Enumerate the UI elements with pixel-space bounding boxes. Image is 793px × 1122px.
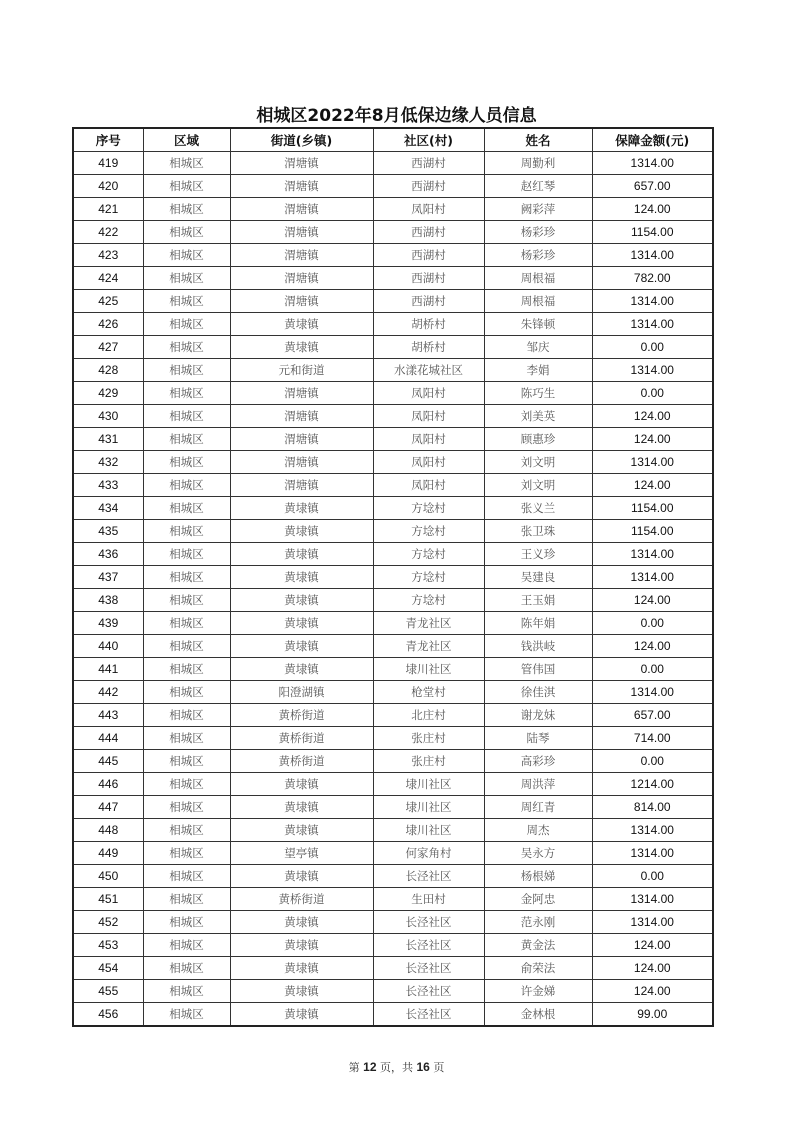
document-title: 相城区2022年8月低保边缘人员信息	[256, 106, 537, 126]
cell-serial: 453	[73, 934, 143, 957]
cell-name: 杨根娣	[484, 865, 592, 888]
cell-amount: 814.00	[592, 796, 713, 819]
cell-amount: 714.00	[592, 727, 713, 750]
cell-name: 张卫珠	[484, 520, 592, 543]
cell-district: 相城区	[143, 290, 230, 313]
cell-serial: 432	[73, 451, 143, 474]
cell-serial: 444	[73, 727, 143, 750]
cell-community: 长泾社区	[373, 911, 484, 934]
cell-name: 周红青	[484, 796, 592, 819]
table-row	[73, 175, 713, 198]
cell-serial: 440	[73, 635, 143, 658]
cell-community: 方埝村	[373, 543, 484, 566]
cell-amount: 0.00	[592, 865, 713, 888]
cell-community: 长泾社区	[373, 1003, 484, 1027]
cell-serial: 438	[73, 589, 143, 612]
cell-serial: 442	[73, 681, 143, 704]
cell-amount: 124.00	[592, 474, 713, 497]
cell-community: 胡桥村	[373, 313, 484, 336]
table-row	[73, 911, 713, 934]
cell-district: 相城区	[143, 1003, 230, 1027]
table-row	[73, 842, 713, 865]
table-row	[73, 405, 713, 428]
cell-amount: 124.00	[592, 428, 713, 451]
cell-name: 王义珍	[484, 543, 592, 566]
cell-street: 黄埭镇	[230, 658, 373, 681]
cell-name: 金阿忠	[484, 888, 592, 911]
table-body	[73, 152, 713, 1027]
cell-amount: 1154.00	[592, 520, 713, 543]
cell-community: 凤阳村	[373, 451, 484, 474]
cell-name: 李娟	[484, 359, 592, 382]
cell-name: 顾惠珍	[484, 428, 592, 451]
cell-serial: 449	[73, 842, 143, 865]
cell-district: 相城区	[143, 704, 230, 727]
cell-district: 相城区	[143, 543, 230, 566]
cell-name: 刘美英	[484, 405, 592, 428]
cell-district: 相城区	[143, 313, 230, 336]
cell-name: 刘文明	[484, 474, 592, 497]
cell-street: 渭塘镇	[230, 267, 373, 290]
table-row	[73, 681, 713, 704]
cell-name: 张义兰	[484, 497, 592, 520]
table-row	[73, 704, 713, 727]
cell-amount: 657.00	[592, 704, 713, 727]
cell-district: 相城区	[143, 152, 230, 175]
cell-street: 黄桥街道	[230, 704, 373, 727]
cell-amount: 1314.00	[592, 290, 713, 313]
cell-street: 黄桥街道	[230, 888, 373, 911]
cell-community: 青龙社区	[373, 635, 484, 658]
cell-name: 朱锋顿	[484, 313, 592, 336]
cell-street: 渭塘镇	[230, 451, 373, 474]
table-row	[73, 819, 713, 842]
table-row	[73, 359, 713, 382]
cell-community: 西湖村	[373, 152, 484, 175]
cell-name: 邹庆	[484, 336, 592, 359]
cell-serial: 454	[73, 957, 143, 980]
cell-name: 周洪萍	[484, 773, 592, 796]
cell-district: 相城区	[143, 589, 230, 612]
cell-street: 黄埭镇	[230, 543, 373, 566]
footer-middle: 页，共	[380, 1061, 413, 1074]
cell-street: 黄埭镇	[230, 1003, 373, 1027]
table-row	[73, 520, 713, 543]
cell-district: 相城区	[143, 934, 230, 957]
cell-community: 长泾社区	[373, 980, 484, 1003]
cell-serial: 422	[73, 221, 143, 244]
cell-district: 相城区	[143, 520, 230, 543]
cell-name: 杨彩珍	[484, 244, 592, 267]
cell-district: 相城区	[143, 474, 230, 497]
cell-community: 方埝村	[373, 566, 484, 589]
cell-name: 徐佳淇	[484, 681, 592, 704]
cell-serial: 455	[73, 980, 143, 1003]
cell-amount: 0.00	[592, 612, 713, 635]
table-header-row	[73, 128, 713, 152]
cell-serial: 441	[73, 658, 143, 681]
table-row	[73, 980, 713, 1003]
cell-street: 黄埭镇	[230, 589, 373, 612]
cell-community: 方埝村	[373, 589, 484, 612]
column-header-street: 街道(乡镇)	[230, 128, 373, 152]
cell-street: 渭塘镇	[230, 474, 373, 497]
cell-community: 西湖村	[373, 267, 484, 290]
cell-serial: 425	[73, 290, 143, 313]
cell-street: 黄埭镇	[230, 635, 373, 658]
cell-serial: 456	[73, 1003, 143, 1027]
table-row	[73, 451, 713, 474]
cell-district: 相城区	[143, 658, 230, 681]
cell-district: 相城区	[143, 888, 230, 911]
column-header-amount: 保障金额(元)	[592, 128, 713, 152]
cell-district: 相城区	[143, 842, 230, 865]
cell-district: 相城区	[143, 175, 230, 198]
cell-amount: 124.00	[592, 589, 713, 612]
cell-name: 高彩珍	[484, 750, 592, 773]
table-row	[73, 543, 713, 566]
cell-district: 相城区	[143, 451, 230, 474]
cell-street: 望亭镇	[230, 842, 373, 865]
table-row	[73, 152, 713, 175]
cell-serial: 424	[73, 267, 143, 290]
cell-community: 张庄村	[373, 727, 484, 750]
cell-serial: 448	[73, 819, 143, 842]
cell-serial: 426	[73, 313, 143, 336]
cell-community: 胡桥村	[373, 336, 484, 359]
cell-name: 钱洪岐	[484, 635, 592, 658]
current-page-number: 12	[363, 1060, 377, 1074]
column-header-name: 姓名	[484, 128, 592, 152]
cell-amount: 0.00	[592, 658, 713, 681]
cell-amount: 124.00	[592, 635, 713, 658]
cell-amount: 1314.00	[592, 819, 713, 842]
cell-amount: 124.00	[592, 934, 713, 957]
cell-district: 相城区	[143, 635, 230, 658]
cell-amount: 1314.00	[592, 842, 713, 865]
table-row	[73, 336, 713, 359]
cell-district: 相城区	[143, 359, 230, 382]
table-row	[73, 773, 713, 796]
cell-district: 相城区	[143, 405, 230, 428]
cell-street: 黄埭镇	[230, 934, 373, 957]
cell-district: 相城区	[143, 244, 230, 267]
cell-serial: 423	[73, 244, 143, 267]
cell-community: 枪堂村	[373, 681, 484, 704]
cell-community: 凤阳村	[373, 198, 484, 221]
cell-name: 谢龙妹	[484, 704, 592, 727]
cell-street: 黄埭镇	[230, 612, 373, 635]
table-row	[73, 934, 713, 957]
cell-serial: 419	[73, 152, 143, 175]
table-row	[73, 428, 713, 451]
cell-name: 阙彩萍	[484, 198, 592, 221]
cell-amount: 1314.00	[592, 566, 713, 589]
table-row	[73, 750, 713, 773]
cell-community: 凤阳村	[373, 428, 484, 451]
cell-street: 黄埭镇	[230, 566, 373, 589]
cell-community: 青龙社区	[373, 612, 484, 635]
cell-street: 黄埭镇	[230, 336, 373, 359]
cell-community: 凤阳村	[373, 474, 484, 497]
cell-name: 周杰	[484, 819, 592, 842]
cell-amount: 0.00	[592, 750, 713, 773]
cell-amount: 1314.00	[592, 888, 713, 911]
cell-serial: 451	[73, 888, 143, 911]
cell-amount: 657.00	[592, 175, 713, 198]
cell-street: 渭塘镇	[230, 221, 373, 244]
cell-serial: 420	[73, 175, 143, 198]
cell-name: 周勤利	[484, 152, 592, 175]
cell-community: 北庄村	[373, 704, 484, 727]
cell-street: 黄桥街道	[230, 750, 373, 773]
cell-district: 相城区	[143, 198, 230, 221]
cell-amount: 0.00	[592, 382, 713, 405]
cell-district: 相城区	[143, 267, 230, 290]
cell-community: 埭川社区	[373, 796, 484, 819]
cell-name: 吴永方	[484, 842, 592, 865]
cell-street: 渭塘镇	[230, 290, 373, 313]
cell-street: 黄埭镇	[230, 911, 373, 934]
cell-serial: 435	[73, 520, 143, 543]
cell-amount: 1314.00	[592, 911, 713, 934]
footer-suffix: 页	[433, 1061, 445, 1074]
cell-street: 渭塘镇	[230, 382, 373, 405]
cell-serial: 421	[73, 198, 143, 221]
cell-amount: 124.00	[592, 405, 713, 428]
cell-community: 水漾花城社区	[373, 359, 484, 382]
table-row	[73, 497, 713, 520]
cell-street: 黄埭镇	[230, 773, 373, 796]
cell-street: 黄埭镇	[230, 796, 373, 819]
cell-street: 渭塘镇	[230, 198, 373, 221]
cell-name: 金林根	[484, 1003, 592, 1027]
cell-amount: 1314.00	[592, 359, 713, 382]
table-row	[73, 727, 713, 750]
cell-district: 相城区	[143, 865, 230, 888]
cell-community: 西湖村	[373, 175, 484, 198]
cell-street: 黄埭镇	[230, 313, 373, 336]
cell-community: 生田村	[373, 888, 484, 911]
cell-street: 渭塘镇	[230, 428, 373, 451]
table-row	[73, 658, 713, 681]
cell-community: 方埝村	[373, 520, 484, 543]
table-row	[73, 566, 713, 589]
cell-name: 黄金法	[484, 934, 592, 957]
cell-amount: 124.00	[592, 198, 713, 221]
table-row	[73, 313, 713, 336]
cell-name: 许金娣	[484, 980, 592, 1003]
table-row	[73, 612, 713, 635]
cell-serial: 445	[73, 750, 143, 773]
column-header-district: 区域	[143, 128, 230, 152]
table-row	[73, 1003, 713, 1027]
cell-name: 陈年娟	[484, 612, 592, 635]
cell-community: 长泾社区	[373, 934, 484, 957]
cell-street: 渭塘镇	[230, 152, 373, 175]
cell-amount: 99.00	[592, 1003, 713, 1027]
table-row	[73, 796, 713, 819]
table-row	[73, 888, 713, 911]
cell-district: 相城区	[143, 773, 230, 796]
cell-street: 渭塘镇	[230, 405, 373, 428]
cell-district: 相城区	[143, 681, 230, 704]
cell-amount: 1314.00	[592, 681, 713, 704]
cell-serial: 427	[73, 336, 143, 359]
cell-amount: 1314.00	[592, 152, 713, 175]
cell-district: 相城区	[143, 727, 230, 750]
table-row	[73, 474, 713, 497]
table-row	[73, 635, 713, 658]
cell-amount: 0.00	[592, 336, 713, 359]
cell-street: 阳澄湖镇	[230, 681, 373, 704]
footer-prefix: 第	[348, 1061, 360, 1074]
cell-district: 相城区	[143, 796, 230, 819]
table-row	[73, 382, 713, 405]
cell-amount: 124.00	[592, 980, 713, 1003]
cell-serial: 446	[73, 773, 143, 796]
cell-name: 范永刚	[484, 911, 592, 934]
cell-name: 陈巧生	[484, 382, 592, 405]
data-table	[72, 127, 714, 1027]
cell-name: 俞荣法	[484, 957, 592, 980]
cell-district: 相城区	[143, 497, 230, 520]
table-row	[73, 290, 713, 313]
cell-amount: 1314.00	[592, 244, 713, 267]
table-row	[73, 198, 713, 221]
table-row	[73, 244, 713, 267]
cell-community: 长泾社区	[373, 865, 484, 888]
cell-serial: 433	[73, 474, 143, 497]
cell-community: 何家角村	[373, 842, 484, 865]
cell-serial: 447	[73, 796, 143, 819]
cell-district: 相城区	[143, 750, 230, 773]
column-header-community: 社区(村)	[373, 128, 484, 152]
total-page-number: 16	[416, 1060, 430, 1074]
table-row	[73, 589, 713, 612]
cell-street: 渭塘镇	[230, 175, 373, 198]
cell-district: 相城区	[143, 566, 230, 589]
cell-community: 张庄村	[373, 750, 484, 773]
cell-district: 相城区	[143, 980, 230, 1003]
cell-serial: 437	[73, 566, 143, 589]
cell-street: 元和街道	[230, 359, 373, 382]
cell-amount: 1214.00	[592, 773, 713, 796]
cell-name: 周根福	[484, 267, 592, 290]
cell-community: 埭川社区	[373, 658, 484, 681]
cell-community: 西湖村	[373, 221, 484, 244]
cell-community: 方埝村	[373, 497, 484, 520]
cell-amount: 1154.00	[592, 221, 713, 244]
cell-community: 西湖村	[373, 290, 484, 313]
cell-street: 渭塘镇	[230, 244, 373, 267]
cell-serial: 430	[73, 405, 143, 428]
cell-district: 相城区	[143, 382, 230, 405]
cell-district: 相城区	[143, 428, 230, 451]
cell-community: 西湖村	[373, 244, 484, 267]
cell-street: 黄埭镇	[230, 819, 373, 842]
cell-serial: 443	[73, 704, 143, 727]
cell-street: 黄埭镇	[230, 980, 373, 1003]
cell-serial: 428	[73, 359, 143, 382]
cell-district: 相城区	[143, 819, 230, 842]
table-row	[73, 221, 713, 244]
cell-amount: 1154.00	[592, 497, 713, 520]
cell-name: 吴建良	[484, 566, 592, 589]
cell-district: 相城区	[143, 957, 230, 980]
cell-district: 相城区	[143, 911, 230, 934]
cell-community: 埭川社区	[373, 773, 484, 796]
table-row	[73, 957, 713, 980]
cell-name: 陆琴	[484, 727, 592, 750]
cell-amount: 124.00	[592, 957, 713, 980]
cell-name: 赵红琴	[484, 175, 592, 198]
cell-serial: 434	[73, 497, 143, 520]
cell-street: 黄桥街道	[230, 727, 373, 750]
cell-name: 周根福	[484, 290, 592, 313]
cell-community: 埭川社区	[373, 819, 484, 842]
cell-serial: 452	[73, 911, 143, 934]
cell-community: 长泾社区	[373, 957, 484, 980]
cell-district: 相城区	[143, 221, 230, 244]
cell-serial: 429	[73, 382, 143, 405]
table-row	[73, 267, 713, 290]
cell-serial: 450	[73, 865, 143, 888]
cell-street: 黄埭镇	[230, 497, 373, 520]
cell-street: 黄埭镇	[230, 957, 373, 980]
column-header-serial: 序号	[73, 128, 143, 152]
cell-serial: 431	[73, 428, 143, 451]
cell-amount: 1314.00	[592, 451, 713, 474]
cell-name: 王玉娟	[484, 589, 592, 612]
page-footer	[0, 1059, 793, 1075]
cell-amount: 1314.00	[592, 543, 713, 566]
cell-serial: 439	[73, 612, 143, 635]
table-row	[73, 865, 713, 888]
cell-name: 刘文明	[484, 451, 592, 474]
cell-community: 凤阳村	[373, 382, 484, 405]
cell-name: 杨彩珍	[484, 221, 592, 244]
cell-district: 相城区	[143, 612, 230, 635]
cell-street: 黄埭镇	[230, 520, 373, 543]
cell-amount: 782.00	[592, 267, 713, 290]
cell-amount: 1314.00	[592, 313, 713, 336]
cell-district: 相城区	[143, 336, 230, 359]
cell-street: 黄埭镇	[230, 865, 373, 888]
cell-name: 管伟国	[484, 658, 592, 681]
cell-serial: 436	[73, 543, 143, 566]
cell-community: 凤阳村	[373, 405, 484, 428]
